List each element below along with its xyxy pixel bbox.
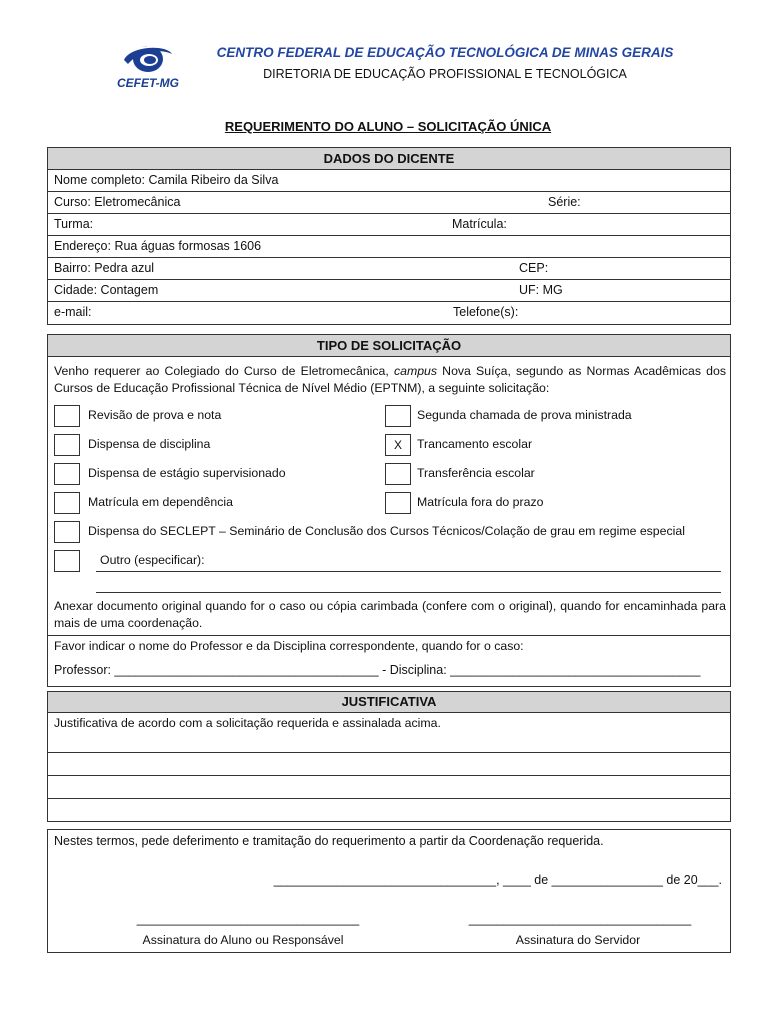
label-trancamento: Trancamento escolar xyxy=(417,437,533,451)
justificativa-header: JUSTIFICATIVA xyxy=(48,692,730,713)
checkbox-trancamento[interactable]: X xyxy=(385,434,411,456)
favor-note: Favor indicar o nome do Professor e da Disciplina correspondente, quando for o caso: xyxy=(54,639,524,653)
signature-label-aluno: Assinatura do Aluno ou Responsável xyxy=(142,933,344,947)
justificativa-row-2[interactable] xyxy=(48,753,730,776)
professor-disciplina-line[interactable]: Professor: ______________________________________ - Disciplina: ____________________________________ xyxy=(54,663,701,677)
justificativa-row-3[interactable] xyxy=(48,776,730,799)
termos-text: Nestes termos, pede deferimento e tramitação do requerimento a partir da Coordenação requerida. xyxy=(54,834,604,848)
tipo-divider xyxy=(48,635,730,636)
row-nome xyxy=(48,170,730,192)
checkbox-estagio[interactable] xyxy=(54,463,80,485)
checkbox-revisao[interactable] xyxy=(54,405,80,427)
justificativa-row-4[interactable] xyxy=(48,799,730,822)
label-segunda-chamada: Segunda chamada de prova ministrada xyxy=(417,408,632,422)
cefet-logo-icon xyxy=(110,38,186,92)
justificativa-row-1[interactable] xyxy=(48,713,730,753)
row-curso xyxy=(48,192,730,214)
signature-line-servidor[interactable]: ________________________________ xyxy=(468,912,692,926)
row-turma xyxy=(48,214,730,236)
justificativa-text: Justificativa de acordo com a solicitação requerida e assinalada acima. xyxy=(54,716,441,730)
field-cep[interactable]: CEP: xyxy=(519,261,549,275)
field-nome[interactable]: Nome completo: Camila Ribeiro da Silva xyxy=(54,173,279,187)
label-seclept: Dispensa do SECLEPT – Seminário de Conclusão dos Cursos Técnicos/Colação de grau em regime especial xyxy=(88,524,685,538)
institution-name: CENTRO FEDERAL DE EDUCAÇÃO TECNOLÓGICA DE MINAS GERAIS xyxy=(216,45,674,60)
signature-line-aluno[interactable]: ________________________________ xyxy=(136,912,360,926)
row-cidade xyxy=(48,280,730,302)
field-serie[interactable]: Série: xyxy=(548,195,581,209)
checkbox-seclept[interactable] xyxy=(54,521,80,543)
checkbox-transferencia[interactable] xyxy=(385,463,411,485)
checkbox-fora-prazo[interactable] xyxy=(385,492,411,514)
dados-section xyxy=(47,147,731,325)
field-curso[interactable]: Curso: Eletromecânica xyxy=(54,195,181,209)
directorate-name: DIRETORIA DE EDUCAÇÃO PROFISSIONAL E TECNOLÓGICA xyxy=(263,67,627,81)
field-matricula[interactable]: Matrícula: xyxy=(452,217,507,231)
checkbox-segunda-chamada[interactable] xyxy=(385,405,411,427)
termos-section xyxy=(47,829,731,953)
row-bairro xyxy=(48,258,730,280)
field-bairro[interactable]: Bairro: Pedra azul xyxy=(54,261,155,275)
date-line[interactable]: ________________________________, ____ de ________________ de 20___. xyxy=(273,873,722,887)
label-fora-prazo: Matrícula fora do prazo xyxy=(417,495,544,509)
label-dependencia: Matrícula em dependência xyxy=(88,495,233,509)
tipo-header: TIPO DE SOLICITAÇÃO xyxy=(48,335,730,357)
field-endereco[interactable]: Endereço: Rua águas formosas 1606 xyxy=(54,239,262,253)
field-turma[interactable]: Turma: xyxy=(54,217,94,231)
anexar-note: Anexar documento original quando for o caso ou cópia carimbada (confere com o original), quando for encaminhada para mais de uma coordenação. xyxy=(54,599,726,630)
svg-text:CEFET-MG: CEFET-MG xyxy=(117,76,179,90)
label-transferencia: Transferência escolar xyxy=(417,466,535,480)
row-endereco xyxy=(48,236,730,258)
checkbox-outro[interactable] xyxy=(54,550,80,572)
field-cidade[interactable]: Cidade: Contagem xyxy=(54,283,159,297)
field-email[interactable]: e-mail: xyxy=(54,305,92,319)
dados-header: DADOS DO DICENTE xyxy=(48,148,730,170)
label-revisao: Revisão de prova e nota xyxy=(88,408,222,422)
justificativa-section xyxy=(47,691,731,822)
checkbox-dependencia[interactable] xyxy=(54,492,80,514)
tipo-intro: Venho requerer ao Colegiado do Curso de Eletromecânica, campus Nova Suíça, segundo as Normas Acadêmicas dos Cursos de Educação Profissional Técnica de Nível Médio (EPTNM), a seguinte solicitação: xyxy=(54,364,727,395)
outro-line-1[interactable] xyxy=(96,571,721,572)
label-outro: Outro (especificar): xyxy=(100,553,205,567)
row-email xyxy=(48,302,730,324)
outro-line-2[interactable] xyxy=(96,592,721,593)
field-uf[interactable]: UF: MG xyxy=(519,283,563,297)
checkbox-dispensa-disciplina[interactable] xyxy=(54,434,80,456)
label-estagio: Dispensa de estágio supervisionado xyxy=(88,466,286,480)
label-dispensa-disciplina: Dispensa de disciplina xyxy=(88,437,211,451)
tipo-section xyxy=(47,334,731,687)
signature-label-servidor: Assinatura do Servidor xyxy=(515,933,641,947)
document-title: REQUERIMENTO DO ALUNO – SOLICITAÇÃO ÚNICA xyxy=(224,119,552,134)
field-telefone[interactable]: Telefone(s): xyxy=(453,305,519,319)
cefet-logo xyxy=(110,38,186,92)
